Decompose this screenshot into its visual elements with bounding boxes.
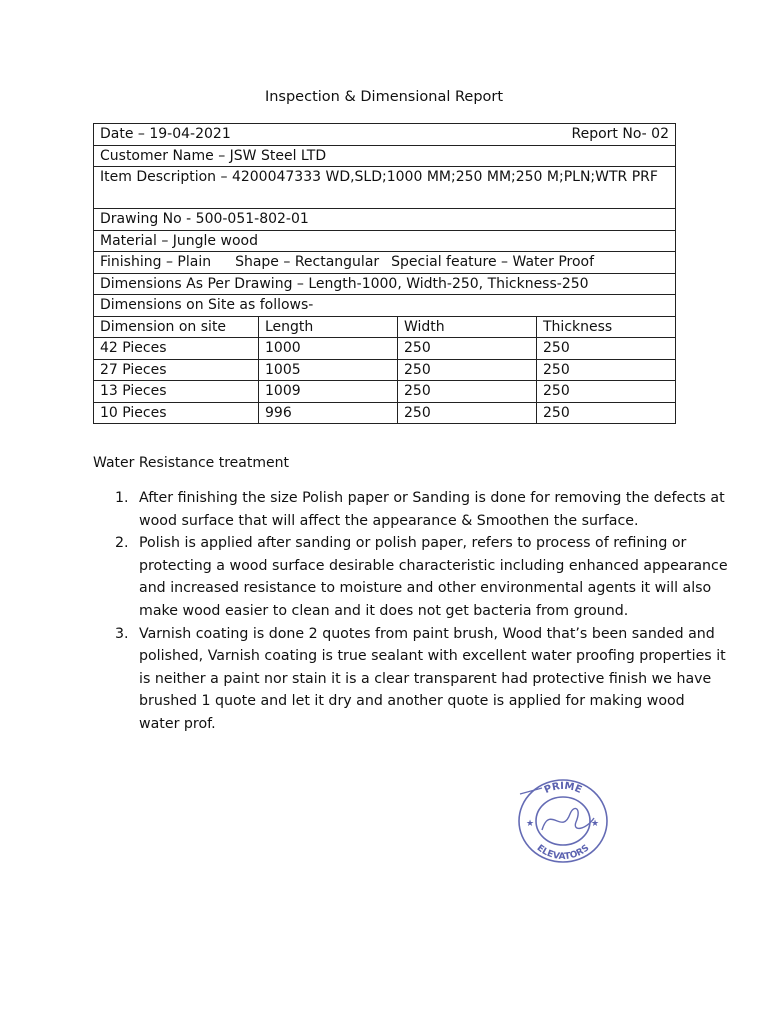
table-cell: 1009 xyxy=(259,381,398,403)
table-header-row xyxy=(94,316,676,338)
column-header: Thickness xyxy=(537,316,676,338)
item-description: Item Description – 4200047333 WD,SLD;1000 MM;250 MM;250 M;PLN;WTR PRF xyxy=(94,167,676,209)
table-cell: 250 xyxy=(398,338,537,360)
column-header: Dimension on site xyxy=(94,316,259,338)
table-cell: 250 xyxy=(398,381,537,403)
special-feature: Special feature – Water Proof xyxy=(391,254,595,270)
step-number: 3. xyxy=(115,625,129,642)
column-header: Length xyxy=(259,316,398,338)
table-row xyxy=(94,381,676,403)
table-row xyxy=(94,145,676,167)
step-text: After finishing the size Polish paper or Sanding is done for removing the defects at wood surface that will affect the appearance & Smoothen the surface. xyxy=(139,490,725,529)
star-icon: ★ xyxy=(591,819,600,829)
date-text: Date – 19-04-2021 xyxy=(100,126,231,142)
table-row xyxy=(94,295,676,317)
star-icon: ★ xyxy=(526,819,535,829)
treatment-steps xyxy=(93,487,729,736)
drawing-number: Drawing No - 500-051-802-01 xyxy=(94,209,676,231)
table-row xyxy=(94,252,676,274)
table-cell: 250 xyxy=(398,402,537,424)
table-row xyxy=(94,124,676,146)
stamp-top-text: PRIME xyxy=(542,780,584,797)
table-row xyxy=(94,273,676,295)
table-cell: 250 xyxy=(537,402,676,424)
table-cell: 250 xyxy=(537,359,676,381)
material: Material – Jungle wood xyxy=(94,230,676,252)
table-row xyxy=(94,338,676,360)
report-number: Report No- 02 xyxy=(571,126,669,142)
stamp-bottom-text: ELEVATORS xyxy=(534,843,592,863)
table-cell: 27 Pieces xyxy=(94,359,259,381)
table-cell: 42 Pieces xyxy=(94,338,259,360)
treatment-heading: Water Resistance treatment xyxy=(93,455,289,471)
list-item xyxy=(115,623,729,736)
step-text: Varnish coating is done 2 quotes from paint brush, Wood that’s been sanded and polished, Varnish coating is true sealant with excellent water proofing properties it is neither a paint nor stain it is a clear transparent had protective finish we have brushed 1 quote and let it dry and another quote is applied for making wood water prof. xyxy=(139,625,726,732)
table-row xyxy=(94,167,676,209)
table-cell: 1000 xyxy=(259,338,398,360)
table-cell: 996 xyxy=(259,402,398,424)
step-number: 1. xyxy=(115,490,129,506)
table-row xyxy=(94,209,676,231)
report-title: Inspection & Dimensional Report xyxy=(264,89,504,105)
list-item xyxy=(115,487,729,532)
step-text: Polish is applied after sanding or polish paper, refers to process of refining or protecting a wood surface desirable characteristic including enhanced appearance and increased resistance to moisture and other environmental agents it will also make wood easier to clean and it does not get bacteria from ground. xyxy=(139,535,728,619)
column-header: Width xyxy=(398,316,537,338)
dimensions-per-drawing: Dimensions As Per Drawing – Length-1000, Width-250, Thickness-250 xyxy=(94,273,676,295)
table-row xyxy=(94,230,676,252)
report-table xyxy=(93,123,676,424)
table-cell: 250 xyxy=(537,381,676,403)
company-stamp xyxy=(512,774,614,870)
finishing: Finishing – Plain xyxy=(100,254,212,270)
finishing-row xyxy=(94,252,676,274)
table-cell: 13 Pieces xyxy=(94,381,259,403)
table-row xyxy=(94,402,676,424)
shape: Shape – Rectangular xyxy=(235,254,380,270)
table-cell: 10 Pieces xyxy=(94,402,259,424)
table-cell: 250 xyxy=(398,359,537,381)
table-row xyxy=(94,359,676,381)
table-cell: 250 xyxy=(537,338,676,360)
customer-name: Customer Name – JSW Steel LTD xyxy=(94,145,676,167)
date-row xyxy=(94,124,676,146)
step-number: 2. xyxy=(115,535,129,552)
table-cell: 1005 xyxy=(259,359,398,381)
list-item xyxy=(115,532,729,622)
dimensions-on-site-label: Dimensions on Site as follows- xyxy=(94,295,676,317)
